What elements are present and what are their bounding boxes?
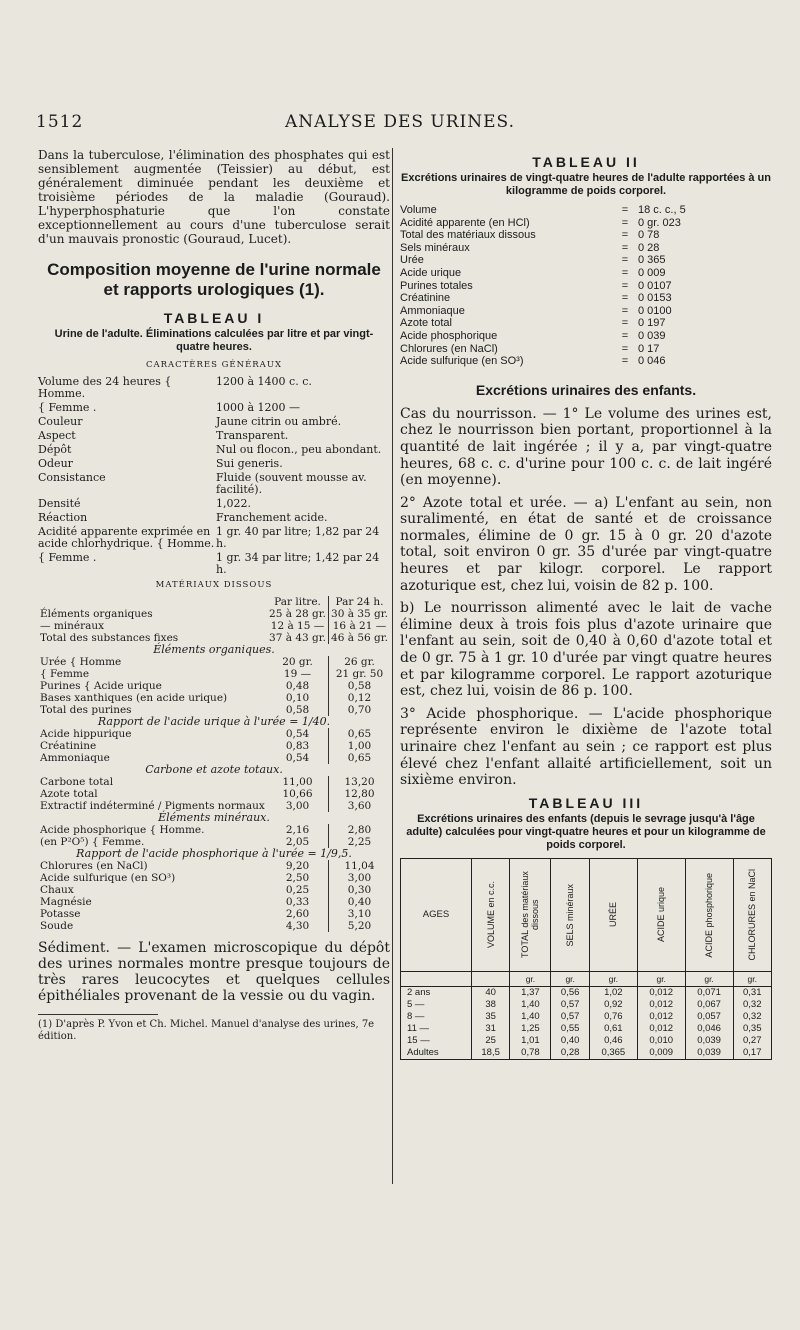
table-row — [38, 776, 390, 788]
column-header-text: ACIDE urique — [656, 887, 667, 943]
value-cell: 31 — [471, 1023, 509, 1035]
value-per-24h: 3,60 — [329, 800, 391, 812]
general-row — [38, 444, 390, 456]
row-label: { Femme — [40, 668, 90, 680]
row-label: Potasse — [40, 908, 81, 920]
table-row — [38, 608, 390, 620]
row-label: Extractif indéterminé / Pigments normaux — [40, 800, 265, 812]
column-header — [510, 858, 551, 971]
age-cell: Adultes — [401, 1047, 472, 1060]
general-value: Franchement acide. — [216, 511, 328, 524]
row-label: Chlorures (en NaCl) — [40, 860, 148, 872]
age-cell: 5 — — [401, 999, 472, 1011]
general-value: Sui generis. — [216, 457, 283, 470]
table-row — [38, 656, 390, 668]
tableau3-row — [401, 999, 772, 1011]
value-cell: 0,071 — [685, 986, 733, 999]
tableau2-label: Purines totales — [400, 279, 473, 292]
general-row — [38, 526, 390, 550]
value-per-litre: 25 à 28 gr. — [269, 608, 326, 620]
sediment-paragraph: Sédiment. — L'examen microscopique du dépôt des urines normales montre presque toujours de très rares leucocytes et quelques cellules épithéliales provenant de la vessie ou du vagin. — [38, 940, 390, 1004]
value-cell: 0,35 — [733, 1023, 771, 1035]
row-label: Ammoniaque — [40, 752, 110, 764]
row-label: Soude — [40, 920, 74, 932]
tableau1-colheads — [38, 596, 390, 608]
value-per-litre: 11,00 — [282, 776, 313, 788]
enfants-title: Excrétions urinaires des enfants. — [475, 381, 697, 398]
tableau3-row — [401, 1011, 772, 1023]
value-per-litre: 10,66 — [282, 788, 313, 800]
value-per-litre: 12 à 15 — — [270, 620, 325, 632]
value-cell: 0,61 — [589, 1023, 637, 1035]
intro-paragraph: Dans la tuberculose, l'élimination des phosphates qui est sensiblement augmentée (Teissier) au début, est généralement diminuée pendant les deuxième et troisième périodes de la maladie (Gouraud). L'hyperphosphaturie que l'on constate exceptionnellement au cours d'une tuberculose serait d'un mauvais pronostic (Gouraud, Lucet). — [38, 148, 390, 246]
tableau2-row — [400, 292, 772, 305]
general-label: Odeur — [38, 457, 73, 470]
tableau3-subtitle: Excrétions urinaires des enfants (depuis le sevrage jusqu'à l'âge adulte) calculées pour vingt-quatre heures et pour un kilogramme de poids corporel. — [406, 812, 766, 851]
equals-sign: = — [621, 304, 629, 317]
value-cell: 0,46 — [589, 1035, 637, 1047]
column-header-text: TOTAL des matériaux dissous — [520, 871, 541, 959]
value-cell: 18,5 — [471, 1047, 509, 1060]
general-label: { Femme . — [38, 551, 97, 564]
table-row — [38, 740, 390, 752]
tableau2-label: Ammoniaque — [400, 304, 465, 317]
age-cell: 2 ans — [401, 986, 472, 999]
value-per-litre: 3,00 — [285, 800, 310, 812]
section-label: Carbone et azote totaux. — [145, 763, 283, 776]
tableau2-label: Créatinine — [400, 292, 451, 305]
general-row — [38, 416, 390, 428]
value-cell: 0,365 — [589, 1047, 637, 1060]
enfants-paragraph: b) Le nourrisson alimenté avec le lait de vache élimine deux à trois fois plus d'azote urinaire que l'enfant au sein, soit de 0,40 à 0,60 d'azote total et de 0 gr. 75 à 1 gr. 10 d'urée par vingt quatre heures et par kilogramme corporel. Le rapport azoturique est, chez lui, voisin de 86 p. 100. — [400, 600, 772, 700]
value-per-24h: 30 à 35 gr. — [329, 608, 391, 620]
tableau2-row — [400, 267, 772, 280]
value-per-24h: 1,00 — [329, 740, 391, 752]
table-row — [38, 872, 390, 884]
footnote: (1) D'après P. Yvon et Ch. Michel. Manuel d'analyse des urines, 7e édition. — [38, 1019, 375, 1042]
general-row — [38, 552, 390, 576]
row-label: Azote total — [40, 788, 98, 800]
row-label: Acide hippurique — [40, 728, 132, 740]
age-cell: 11 — — [401, 1023, 472, 1035]
table-row — [38, 860, 390, 872]
value-cell: 0,78 — [510, 1047, 551, 1060]
equals-sign: = — [621, 216, 629, 229]
value-cell: 0,039 — [685, 1035, 733, 1047]
equals-sign: = — [621, 355, 629, 368]
tableau2-label: Chlorures (en NaCl) — [400, 342, 498, 355]
unit-cell — [401, 971, 472, 986]
value-cell: 1,01 — [510, 1035, 551, 1047]
tableau3-label: TABLEAU III — [528, 794, 644, 811]
value-per-litre: 2,50 — [285, 872, 310, 884]
equals-sign: = — [621, 241, 629, 254]
enfants-paragraphs — [400, 406, 772, 789]
tableau2-row — [400, 305, 772, 318]
unit-cell: gr. — [637, 971, 685, 986]
row-label: Bases xanthiques (en acide urique) — [40, 692, 228, 704]
tableau2-label: Acide urique — [400, 266, 462, 279]
general-label: Consistance — [38, 471, 106, 484]
value-per-litre: 4,30 — [285, 920, 310, 932]
value-per-litre: 0,83 — [285, 740, 310, 752]
tableau3-unit-row — [401, 971, 772, 986]
tableau2-label: Acidité apparente (en HCl) — [400, 216, 530, 229]
value-per-litre: 2,60 — [285, 908, 310, 920]
general-label: Dépôt — [38, 443, 72, 456]
section-label: Éléments minéraux. — [158, 811, 270, 824]
column-header — [685, 858, 733, 971]
table-row — [38, 680, 390, 692]
row-label: Total des substances fixes — [40, 632, 179, 644]
value-per-litre: 19 — — [283, 668, 312, 680]
row-label: Chaux — [40, 884, 74, 896]
value-cell: 1,02 — [589, 986, 637, 999]
value-per-24h: 0,30 — [329, 884, 391, 896]
value-cell: 0,57 — [551, 999, 589, 1011]
value-per-litre: 2,05 — [285, 836, 310, 848]
caracteres-heading: CARACTÈRES GÉNÉRAUX — [145, 360, 283, 370]
table-row — [38, 884, 390, 896]
value-per-24h: 0,40 — [329, 896, 391, 908]
value-per-24h: 21 gr. 50 — [329, 668, 391, 680]
equals-sign: = — [621, 254, 629, 267]
table-row — [38, 896, 390, 908]
value-cell: 0,27 — [733, 1035, 771, 1047]
tableau2-label: Total des matériaux dissous — [400, 229, 536, 242]
tableau1-table — [38, 596, 390, 932]
general-row — [38, 376, 390, 400]
value-cell: 1,40 — [510, 999, 551, 1011]
column-header-text: CHLORURES en NaCl — [747, 869, 758, 961]
general-value: 1000 à 1200 — — [216, 401, 301, 414]
column-divider — [392, 148, 393, 1184]
column-header — [551, 858, 589, 971]
value-per-litre: 37 à 43 gr. — [269, 632, 326, 644]
equals-sign: = — [621, 229, 629, 242]
value-per-24h: 2,25 — [329, 836, 391, 848]
row-label: Urée { Homme — [40, 656, 122, 668]
tableau2-value: 18 c. c., 5 — [638, 204, 686, 216]
row-label: (en P²O⁵) { Femme. — [40, 836, 145, 848]
col-par-litre: Par litre. — [274, 596, 321, 608]
general-label: Réaction — [38, 511, 88, 524]
tableau2-row — [400, 229, 772, 242]
tableau3-row — [401, 1035, 772, 1047]
section-label: Rapport de l'acide phosphorique à l'urée = 1/9,5. — [76, 847, 352, 860]
tableau3-header-row — [401, 858, 772, 971]
general-value: 1 gr. 40 par litre; 1,82 par 24 h. — [216, 525, 380, 550]
table-row — [38, 920, 390, 932]
tableau2-row — [400, 280, 772, 293]
tableau2-list — [400, 204, 772, 368]
value-cell: 0,067 — [685, 999, 733, 1011]
unit-cell: gr. — [551, 971, 589, 986]
value-per-24h: 3,00 — [329, 872, 391, 884]
tableau2-value: 0 0153 — [638, 292, 672, 305]
table-row — [38, 620, 390, 632]
equals-sign: = — [621, 329, 629, 342]
equals-sign: = — [621, 317, 629, 330]
value-cell: 40 — [471, 986, 509, 999]
value-cell: 0,039 — [685, 1047, 733, 1060]
tableau2-value: 0 17 — [638, 342, 660, 355]
tableau2-row — [400, 317, 772, 330]
general-characters-list — [38, 376, 390, 576]
tableau1-subtitle: Urine de l'adulte. Éliminations calculées par litre et par vingt-quatre heures. — [54, 328, 374, 353]
row-label: Créatinine — [40, 740, 97, 752]
value-cell: 0,55 — [551, 1023, 589, 1035]
value-per-24h: 11,04 — [329, 860, 391, 872]
value-cell: 0,012 — [637, 999, 685, 1011]
general-value: 1200 à 1400 c. c. — [216, 375, 312, 388]
unit-cell: gr. — [589, 971, 637, 986]
section-label: Éléments organiques. — [153, 643, 275, 656]
tableau2-row — [400, 254, 772, 267]
unit-cell: gr. — [510, 971, 551, 986]
value-per-24h: 16 à 21 — — [329, 620, 391, 632]
row-label: — minéraux — [40, 620, 105, 632]
value-per-24h: 0,12 — [329, 692, 391, 704]
tableau2-label: Acide sulfurique (en SO³) — [400, 355, 524, 368]
value-per-litre: 0,54 — [285, 728, 310, 740]
value-per-litre: 0,10 — [285, 692, 310, 704]
column-header: AGES — [401, 858, 472, 971]
tableau3-row — [401, 1047, 772, 1060]
table-row — [38, 908, 390, 920]
general-label: Aspect — [38, 429, 76, 442]
row-label: Éléments organiques — [40, 608, 153, 620]
equals-sign: = — [621, 342, 629, 355]
value-per-24h: 13,20 — [329, 776, 391, 788]
table-row — [38, 668, 390, 680]
tableau2-label: Volume — [400, 204, 437, 216]
tableau3-row — [401, 986, 772, 999]
value-cell: 0,31 — [733, 986, 771, 999]
row-label: Acide sulfurique (en SO³) — [40, 872, 176, 884]
value-cell: 0,57 — [551, 1011, 589, 1023]
table-row — [38, 848, 390, 860]
row-label: Total des purines — [40, 704, 132, 716]
value-cell: 0,32 — [733, 999, 771, 1011]
tableau2-row — [400, 355, 772, 368]
value-cell: 0,40 — [551, 1035, 589, 1047]
value-per-litre: 0,33 — [285, 896, 310, 908]
column-header-text: ACIDE phosphorique — [704, 872, 715, 958]
tableau2-value: 0 0107 — [638, 279, 672, 292]
value-cell: 0,012 — [637, 1023, 685, 1035]
value-per-24h: 12,80 — [329, 788, 391, 800]
value-cell: 0,92 — [589, 999, 637, 1011]
value-cell: 0,28 — [551, 1047, 589, 1060]
general-value: 1 gr. 34 par litre; 1,42 par 24 h. — [216, 551, 380, 576]
tableau2-row — [400, 242, 772, 255]
value-per-24h: 0,65 — [329, 752, 391, 764]
value-cell: 0,56 — [551, 986, 589, 999]
row-label: Magnésie — [40, 896, 92, 908]
general-label: Couleur — [38, 415, 83, 428]
general-row — [38, 498, 390, 510]
general-value: Fluide (souvent mousse av. facilité). — [216, 471, 367, 496]
section-title: Composition moyenne de l'urine normale et rapports urologiques (1). — [47, 260, 381, 299]
page-number: 1512 — [36, 112, 84, 132]
unit-cell: gr. — [685, 971, 733, 986]
value-per-24h: 46 à 56 gr. — [329, 632, 391, 644]
general-label: Volume des 24 heures { Homme. — [38, 375, 172, 400]
column-header-text: SELS minéraux — [565, 883, 576, 947]
table-row — [38, 692, 390, 704]
running-title: ANALYSE DES URINES. — [285, 112, 515, 132]
tableau2-label: Azote total — [400, 317, 452, 330]
value-per-24h: 0,65 — [329, 728, 391, 740]
tableau2-label: Acide phosphorique — [400, 329, 498, 342]
enfants-paragraph: Cas du nourrisson. — 1° Le volume des urines est, chez le nourrisson bien portant, proportionnel à la quantité de lait ingérée ; il y a, par vingt-quatre heures, 68 c. c. d'urine pour 100 c. c. de lait ingéré (en moyenne). — [400, 405, 772, 489]
value-cell: 0,057 — [685, 1011, 733, 1023]
enfants-paragraph: 3° Acide phosphorique. — L'acide phosphorique représente environ le dixième de l'azote total urinaire chez l'enfant au sein ; ce rapport est plus élevé chez l'enfant allaité artificiellement, soit un sixième environ. — [400, 705, 772, 789]
table-row — [38, 824, 390, 836]
general-row — [38, 430, 390, 442]
row-label: Purines { Acide urique — [40, 680, 162, 692]
value-per-24h: 26 gr. — [329, 656, 391, 668]
general-row — [38, 458, 390, 470]
table-row — [38, 764, 390, 776]
equals-sign: = — [621, 292, 629, 305]
value-per-litre: 0,58 — [285, 704, 310, 716]
value-cell: 35 — [471, 1011, 509, 1023]
tableau3-table — [400, 858, 772, 1060]
col-par-24h: Par 24 h. — [329, 596, 391, 608]
tableau2-value: 0 gr. 023 — [638, 216, 681, 229]
running-head — [36, 112, 764, 136]
tableau2-subtitle: Excrétions urinaires de vingt-quatre heures de l'adulte rapportées à un kilogramme de poids corporel. — [401, 172, 771, 197]
general-row — [38, 402, 390, 414]
right-column — [400, 148, 772, 1060]
general-value: Jaune citrin ou ambré. — [216, 415, 342, 428]
equals-sign: = — [621, 204, 629, 216]
tableau2-value: 0 197 — [638, 317, 666, 330]
row-label: Carbone total — [40, 776, 114, 788]
table-row — [38, 728, 390, 740]
tableau1-label: TABLEAU I — [163, 310, 265, 326]
tableau2-value: 0 78 — [638, 229, 660, 242]
value-cell: 0,32 — [733, 1011, 771, 1023]
row-label: Acide phosphorique { Homme. — [40, 824, 205, 836]
column-header — [471, 858, 509, 971]
tableau2-label: Sels minéraux — [400, 241, 470, 254]
general-label: Acidité apparente exprimée en acide chlorhydrique. { Homme. — [38, 525, 215, 550]
value-per-24h: 0,58 — [329, 680, 391, 692]
age-cell: 15 — — [401, 1035, 472, 1047]
value-cell: 0,012 — [637, 1011, 685, 1023]
value-cell: 25 — [471, 1035, 509, 1047]
tableau2-value: 0 039 — [638, 329, 666, 342]
tableau2-row — [400, 204, 772, 217]
equals-sign: = — [621, 266, 629, 279]
tableau2-label: TABLEAU II — [532, 154, 640, 170]
column-header — [733, 858, 771, 971]
value-per-litre: 2,16 — [285, 824, 310, 836]
tableau2-value: 0 28 — [638, 241, 660, 254]
tableau2-row — [400, 330, 772, 343]
value-cell: 0,010 — [637, 1035, 685, 1047]
table-row — [38, 644, 390, 656]
value-cell: 0,046 — [685, 1023, 733, 1035]
value-cell: 0,17 — [733, 1047, 771, 1060]
tableau2-value: 0 046 — [638, 355, 666, 368]
age-cell: 8 — — [401, 1011, 472, 1023]
general-value: 1,022. — [216, 497, 251, 510]
general-label: { Femme . — [38, 401, 97, 414]
left-column — [38, 148, 390, 1043]
general-value: Transparent. — [216, 429, 289, 442]
value-cell: 1,25 — [510, 1023, 551, 1035]
general-row — [38, 512, 390, 524]
tableau3-row — [401, 1023, 772, 1035]
tableau2-value: 0 009 — [638, 266, 666, 279]
tableau2-value: 0 0100 — [638, 304, 672, 317]
value-cell: 1,37 — [510, 986, 551, 999]
column-header — [589, 858, 637, 971]
general-value: Nul ou flocon., peu abondant. — [216, 443, 382, 456]
value-cell: 38 — [471, 999, 509, 1011]
value-per-24h: 0,70 — [329, 704, 391, 716]
unit-cell — [471, 971, 509, 986]
tableau2-row — [400, 217, 772, 230]
value-per-litre: 0,48 — [285, 680, 310, 692]
value-cell: 0,76 — [589, 1011, 637, 1023]
table-row — [38, 716, 390, 728]
value-per-24h: 2,80 — [329, 824, 391, 836]
unit-cell: gr. — [733, 971, 771, 986]
section-label: Rapport de l'acide urique à l'urée = 1/40. — [97, 715, 331, 728]
value-cell: 0,012 — [637, 986, 685, 999]
value-per-litre: 0,25 — [285, 884, 310, 896]
tableau2-row — [400, 343, 772, 356]
value-per-24h: 5,20 — [329, 920, 391, 932]
enfants-paragraph: 2° Azote total et urée. — a) L'enfant au sein, non suralimenté, en état de santé et de croissance normales, élimine de 0 gr. 15 à 0 gr. 20 d'azote total, soit environ 0 gr. 35 d'urée par vingt-quatre heures et par kilogr. corporel. Le rapport azoturique est, chez lui, voisin de 82 p. 100. — [400, 494, 772, 594]
value-cell: 0,009 — [637, 1047, 685, 1060]
value-per-litre: 20 gr. — [282, 656, 313, 668]
column-header-text: URÉE — [608, 902, 619, 928]
general-row — [38, 472, 390, 496]
tableau2-value: 0 365 — [638, 254, 666, 267]
value-cell: 1,40 — [510, 1011, 551, 1023]
table-row — [38, 812, 390, 824]
value-per-litre: 0,54 — [285, 752, 310, 764]
value-per-24h: 3,10 — [329, 908, 391, 920]
general-label: Densité — [38, 497, 81, 510]
equals-sign: = — [621, 279, 629, 292]
value-per-litre: 9,20 — [285, 860, 310, 872]
column-header — [637, 858, 685, 971]
column-header-text: VOLUME en c.c. — [485, 881, 496, 949]
materiaux-heading: MATÉRIAUX DISSOUS — [155, 580, 273, 590]
table-row — [38, 788, 390, 800]
tableau2-label: Urée — [400, 254, 424, 267]
